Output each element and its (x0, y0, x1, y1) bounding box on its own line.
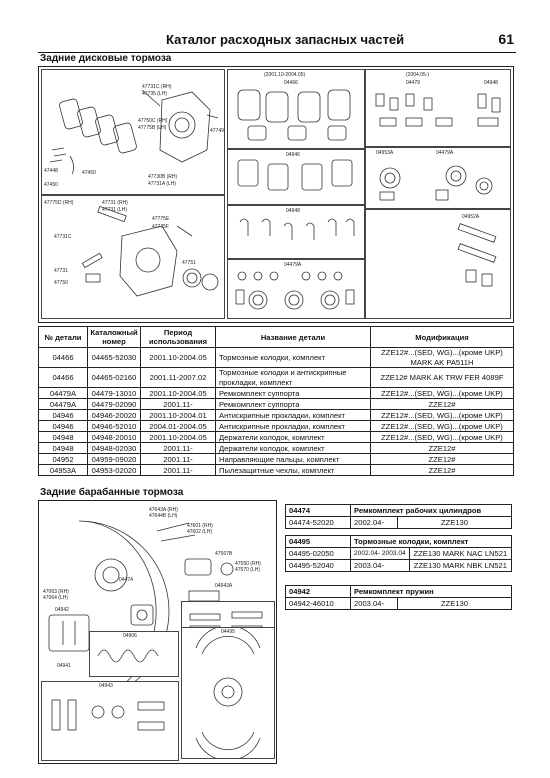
kits-middle-panel (365, 147, 511, 209)
period-cell: 2001.11- (141, 465, 216, 476)
callout-label: 47775E (152, 216, 170, 222)
part-name-cell: Ремкомплект суппорта (216, 399, 371, 410)
kit-title: Ремкомплект пружин (351, 586, 512, 598)
period-cell: 2001.10-2004.01 (141, 410, 216, 421)
shoe-kit-panel (181, 627, 275, 759)
caliper-assembly-panel (41, 69, 225, 195)
callout-label: 47570 (LH) (235, 567, 261, 573)
period-cell: 2001.11- (141, 399, 216, 410)
table-row (39, 432, 514, 443)
callout-label: 47567B (215, 551, 233, 557)
callout-label: 47602 (LH) (187, 529, 213, 535)
column-header: № детали (39, 327, 88, 348)
callout-label: 47450 (82, 170, 96, 176)
period-cell: 2001.10-2004.05 (141, 348, 216, 368)
kit-modification: ZZE130 MARK NAC LN521 (409, 548, 511, 560)
part-number-cell: 04948 (39, 432, 88, 443)
kit-code: 04474 (286, 505, 351, 517)
catalog-number-cell: 04465-52030 (88, 348, 141, 368)
part-number-cell: 04479A (39, 399, 88, 410)
table-row (39, 410, 514, 421)
kit-catalog-number: 04495-02050 (286, 548, 351, 560)
caliper-kit-drawing (228, 260, 364, 318)
shoe-kit-drawing (182, 628, 274, 758)
kit-catalog-number: 04495-52040 (286, 560, 351, 572)
callout-label: 47064 (LH) (43, 595, 69, 601)
kit-modification: ZZE130 MARK NBK LN521 (409, 560, 511, 572)
drum-brakes-title: Задние барабанные тормоза (40, 487, 184, 498)
caliper-drawing (42, 70, 224, 194)
callout-label: 47750C (RH) (138, 118, 168, 124)
callout-label: 04495 (221, 629, 235, 635)
part-number-cell: 04466 (39, 368, 88, 388)
page-header (38, 30, 516, 53)
drum-brake-diagram (38, 500, 277, 764)
kits-top-panel (365, 69, 511, 147)
callout-label: 47750 (54, 280, 68, 286)
column-header: Модификация (371, 327, 514, 348)
disc-brake-diagram (38, 66, 514, 323)
table-row (39, 388, 514, 399)
part-name-cell: Держатели колодок, комплект (216, 432, 371, 443)
part-callout: 04479A (284, 262, 302, 268)
kit-date: 2002.04- 2003.04 (351, 548, 410, 560)
kits-middle-drawing (366, 148, 510, 208)
pads-panel (227, 69, 365, 149)
page-number: 61 (498, 31, 514, 47)
part-callout: 04952A (462, 214, 480, 220)
callout-label: 47751 (182, 260, 196, 266)
part-number-cell: 04946 (39, 421, 88, 432)
catalog-title: Каталог расходных запасных частей (166, 32, 405, 47)
catalog-number-cell: 04953-02020 (88, 465, 141, 476)
table-row (39, 368, 514, 388)
part-name-cell: Антискрипные прокладки, комплект (216, 410, 371, 421)
callout-label: 47601 (RH) (187, 523, 213, 529)
kit-modification: ZZE130 (398, 598, 512, 610)
modification-cell: ZZE12#...(SED, WG)...(кроме UKP) MARK AK PA511H (371, 348, 514, 368)
table-row (39, 348, 514, 368)
catalog-number-cell: 04479-02090 (88, 399, 141, 410)
kits-bottom-panel (365, 209, 511, 319)
callout-label: 04474 (119, 577, 133, 583)
table-row (39, 465, 514, 476)
callout-label: 04941 (57, 663, 71, 669)
part-name-cell: Пылезащитные чехлы, комплект (216, 465, 371, 476)
drum-misc-drawing (42, 682, 178, 760)
caliper-body-drawing (42, 196, 224, 318)
anti-squeal-panel (227, 149, 365, 205)
callout-label: 47775B (LH) (138, 125, 167, 131)
callout-label: 47731 (54, 268, 68, 274)
callout-label: 47644B (LH) (149, 513, 178, 519)
callout-label: 47731C (54, 234, 72, 240)
part-number-cell: 04479A (39, 388, 88, 399)
catalog-number-cell: 04479-13010 (88, 388, 141, 399)
pad-support-panel (227, 205, 365, 259)
part-name-cell: Тормозные колодки и антискрипные прокладки, комплект (216, 368, 371, 388)
part-name-cell: Держатели колодок, комплект (216, 443, 371, 454)
callout-label: 47749 (210, 128, 224, 134)
part-number-cell: 04946 (39, 410, 88, 421)
kit-code: 04495 (286, 536, 351, 548)
modification-cell: ZZE12# (371, 399, 514, 410)
callout-label: 47731 (RH) (102, 200, 128, 206)
column-header: Период использования (141, 327, 216, 348)
disc-brakes-title: Задние дисковые тормоза (40, 53, 172, 64)
kit-date: 2003.04- (351, 560, 410, 572)
catalog-number-cell: 04948-20010 (88, 432, 141, 443)
modification-cell: ZZE12# (371, 454, 514, 465)
period-label: (2004.05-) (406, 72, 430, 78)
period-cell: 2001.11-2007.02 (141, 368, 216, 388)
column-header: Каталожный номер (88, 327, 141, 348)
kit-catalog-number: 04942-46010 (286, 598, 351, 610)
part-callout: 04479 (406, 80, 420, 86)
callout-label: 47731A (LH) (148, 181, 177, 187)
part-callout: 04948 (484, 80, 498, 86)
part-callout: 04946 (286, 152, 300, 158)
part-callout: 04466 (284, 80, 298, 86)
callout-label: 47731C (RH) (142, 84, 172, 90)
part-name-cell: Ремкомплект суппорта (216, 388, 371, 399)
part-callout: 04948 (286, 208, 300, 214)
table-row (39, 443, 514, 454)
callout-label: 04943 (99, 683, 113, 689)
modification-cell: ZZE12#...(SED, WG)...(кроме UKP) (371, 432, 514, 443)
kit-title: Тормозные колодки, комплект (351, 536, 512, 548)
part-number-cell: 04953A (39, 465, 88, 476)
period-cell: 2001.11- (141, 443, 216, 454)
kit-date: 2002.04- (351, 517, 398, 529)
callout-label: 47063 (RH) (43, 589, 69, 595)
catalog-number-cell: 04946-52010 (88, 421, 141, 432)
catalog-number-cell: 04959-09020 (88, 454, 141, 465)
modification-cell: ZZE12#...(SED, WG)...(кроме UKP) (371, 388, 514, 399)
period-cell: 2004.01-2004.05 (141, 421, 216, 432)
period-cell: 2001.11- (141, 454, 216, 465)
callout-label: 04942 (55, 607, 69, 613)
disc-parts-table (38, 326, 514, 476)
modification-cell: ZZE12#...(SED, WG)...(кроме UKP) (371, 421, 514, 432)
kit-table-brake-shoes (285, 535, 512, 572)
caliper-body-panel (41, 195, 225, 319)
table-row (39, 399, 514, 410)
callout-label: 04906 (123, 633, 137, 639)
kit-code: 04942 (286, 586, 351, 598)
callout-label: 47643A (RH) (149, 507, 178, 513)
anti-squeal-drawing (228, 150, 364, 204)
kit-date: 2003.04- (351, 598, 398, 610)
callout-label: 47731 (LH) (102, 207, 128, 213)
modification-cell: ZZE12# MARK AK TRW FER 4089F (371, 368, 514, 388)
modification-cell: ZZE12# (371, 465, 514, 476)
period-cell: 2001.10-2004.05 (141, 388, 216, 399)
guide-pins-drawing (366, 210, 510, 318)
period-cell: 2001.10-2004.05 (141, 432, 216, 443)
callout-label: 47448 (44, 168, 58, 174)
callout-label: 47735 (LH) (142, 91, 168, 97)
callout-label: 47450 (44, 182, 58, 188)
catalog-number-cell: 04465-02160 (88, 368, 141, 388)
drum-misc-panel (41, 681, 179, 761)
part-name-cell: Направляющие пальцы, комплект (216, 454, 371, 465)
kit-modification: ZZE130 (398, 517, 512, 529)
table-row (39, 421, 514, 432)
part-callout: 04479A (436, 150, 454, 156)
part-name-cell: Антискрипные прокладки, комплект (216, 421, 371, 432)
kit-title: Ремкомплект рабочих цилиндров (351, 505, 512, 517)
kit-table-wheel-cylinder (285, 504, 512, 529)
catalog-number-cell: 04946-20020 (88, 410, 141, 421)
part-number-cell: 04952 (39, 454, 88, 465)
callout-label: 47775D (RH) (44, 200, 74, 206)
callout-label: 47730B (RH) (148, 174, 178, 180)
part-number-cell: 04948 (39, 443, 88, 454)
callout-label: 47775F (152, 224, 169, 230)
modification-cell: ZZE12# (371, 443, 514, 454)
part-name-cell: Тормозные колодки, комплект (216, 348, 371, 368)
modification-cell: ZZE12#...(SED, WG)...(кроме UKP) (371, 410, 514, 421)
callout-label: 47550 (RH) (235, 561, 261, 567)
part-number-cell: 04466 (39, 348, 88, 368)
catalog-number-cell: 04948-02030 (88, 443, 141, 454)
kit-catalog-number: 04474-52020 (286, 517, 351, 529)
period-label: (2001.10-2004.05) (264, 72, 306, 78)
part-callout: 04953A (376, 150, 394, 156)
kit-table-springs (285, 585, 512, 610)
caliper-kit-panel (227, 259, 365, 319)
callout-label: 04943A (215, 583, 233, 589)
column-header: Название детали (216, 327, 371, 348)
table-row (39, 454, 514, 465)
